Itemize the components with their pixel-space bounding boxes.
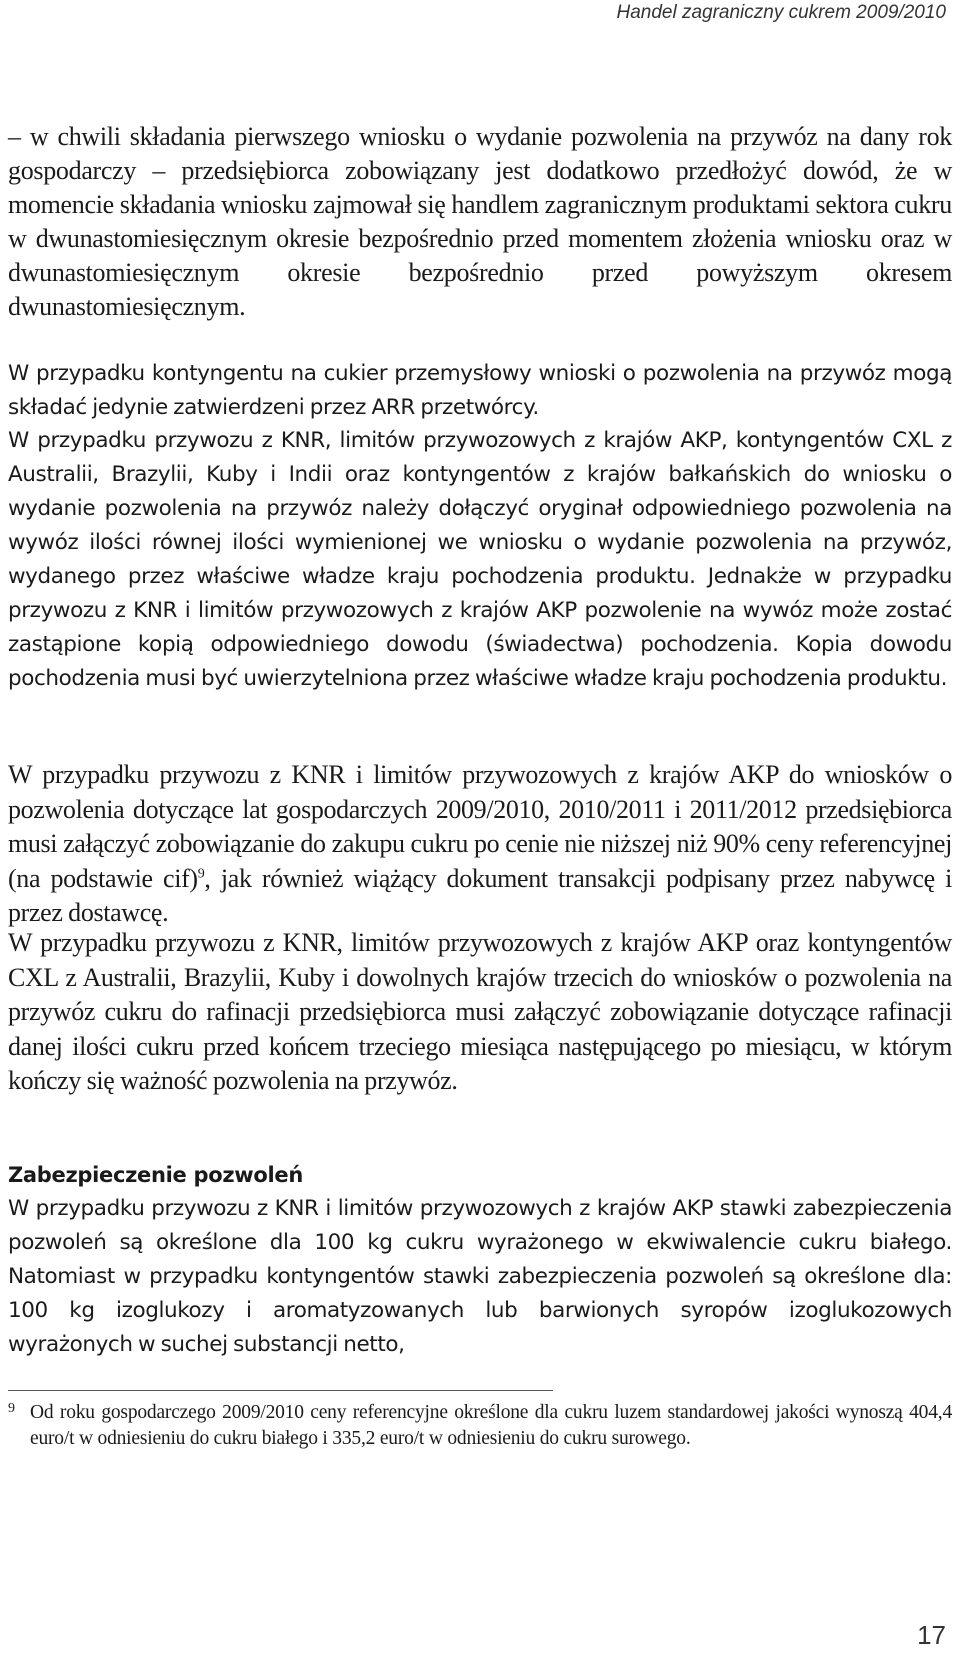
paragraph-purchase-commitment	[8, 758, 952, 931]
footnote-text: Od roku gospodarczego 2009/2010 ceny referencyjne określone dla cukru luzem standardowej jakości wynoszą 404,4 euro/t w odniesieniu do cukru białego i 335,2 euro/t w odniesieniu do cukru surowego.	[30, 1402, 952, 1449]
section-heading: Zabezpieczenie pozwoleń	[8, 1163, 303, 1187]
footnote-number: 9	[8, 1401, 15, 1416]
footnote-reference[interactable]: 9	[197, 865, 205, 881]
footnote-divider	[8, 1390, 553, 1391]
paragraph-applicant-history: – w chwili składania pierwszego wniosku o wydanie pozwolenia na przywóz na dany rok gospodarczy – przedsiębiorca zobowiązany jest dodatkowo przedłożyć dowód, że w momencie składania wniosku zajmował się handlem zagranicznym produktami sektora cukru w dwunastomiesięcznym okresie bezpośrednio przed momentem złożenia wniosku oraz w dwunastomiesięcznym okresie bezpośrednio przed powyższym okresem dwunastomiesięcznym.	[8, 122, 952, 321]
running-header: Handel zagraniczny cukrem 2009/2010	[616, 2, 946, 23]
paragraph-industrial-sugar-quota: W przypadku kontyngentu na cukier przemysłowy wnioski o pozwolenia na przywóz mogą składać jedynie zatwierdzeni przez ARR przetwórcy.	[8, 361, 952, 420]
page-number: 17	[917, 1620, 946, 1650]
paragraph-export-license-requirement: W przypadku przywozu z KNR, limitów przywozowych z krajów AKP, kontyngentów CXL z Australii, Brazylii, Kuby i Indii oraz kontyngentów z krajów bałkańskich do wniosku o wydanie pozwolenia na przywóz należy dołączyć oryginał odpowiedniego pozwolenia na wywóz ilości równej ilości wymienionej we wniosku o wydanie pozwolenia na przywóz, wydanego przez właściwe władze kraju pochodzenia produktu. Jednakże w przypadku przywozu z KNR i limitów przywozowych z krajów AKP pozwolenie na wywóz może zostać zastąpione kopią odpowiedniego dowodu (świadectwa) pochodzenia. Kopia dowodu pochodzenia musi być uwierzytelniona przez właściwe władze kraju pochodzenia produktu.	[8, 428, 952, 691]
paragraph-refining-commitment: W przypadku przywozu z KNR, limitów przywozowych z krajów AKP oraz kontyngentów CXL z Australii, Brazylii, Kuby i dowolnych krajów trzecich do wniosków o pozwolenia na przywóz cukru do rafinacji przedsiębiorca musi załączyć zobowiązanie dotyczące rafinacji danej ilości cukru przed końcem trzeciego miesiąca następującego po miesiącu, w którym kończy się ważność pozwolenia na przywóz.	[8, 928, 952, 1095]
paragraph-purchase-commitment-tail: , jak również wiążący dokument transakcji podpisany przez nabywcę i przez dostawcę.	[8, 863, 952, 927]
paragraph-license-securities: W przypadku przywozu z KNR i limitów przywozowych z krajów AKP stawki zabezpieczenia pozwoleń są określone dla 100 kg cukru wyrażonego w ekwiwalencie cukru białego. Natomiast w przypadku kontyngentów stawki zabezpieczenia pozwoleń są określone dla: 100 kg izoglukozy i aromatyzowanych lub barwionych syropów izoglukozowych wyrażonych w suchej substancji netto,	[8, 1196, 952, 1357]
paragraph-purchase-commitment-text: W przypadku przywozu z KNR i limitów przywozowych z krajów AKP do wniosków o pozwolenia dotyczące lat gospodarczych 2009/2010, 2010/2011 i 2011/2012 przedsiębiorca musi załączyć zobowiązanie do zakupu cukru po cenie nie niższej niż 90% ceny referencyjnej (na podstawie cif)	[8, 760, 952, 893]
footnote	[8, 1400, 952, 1451]
